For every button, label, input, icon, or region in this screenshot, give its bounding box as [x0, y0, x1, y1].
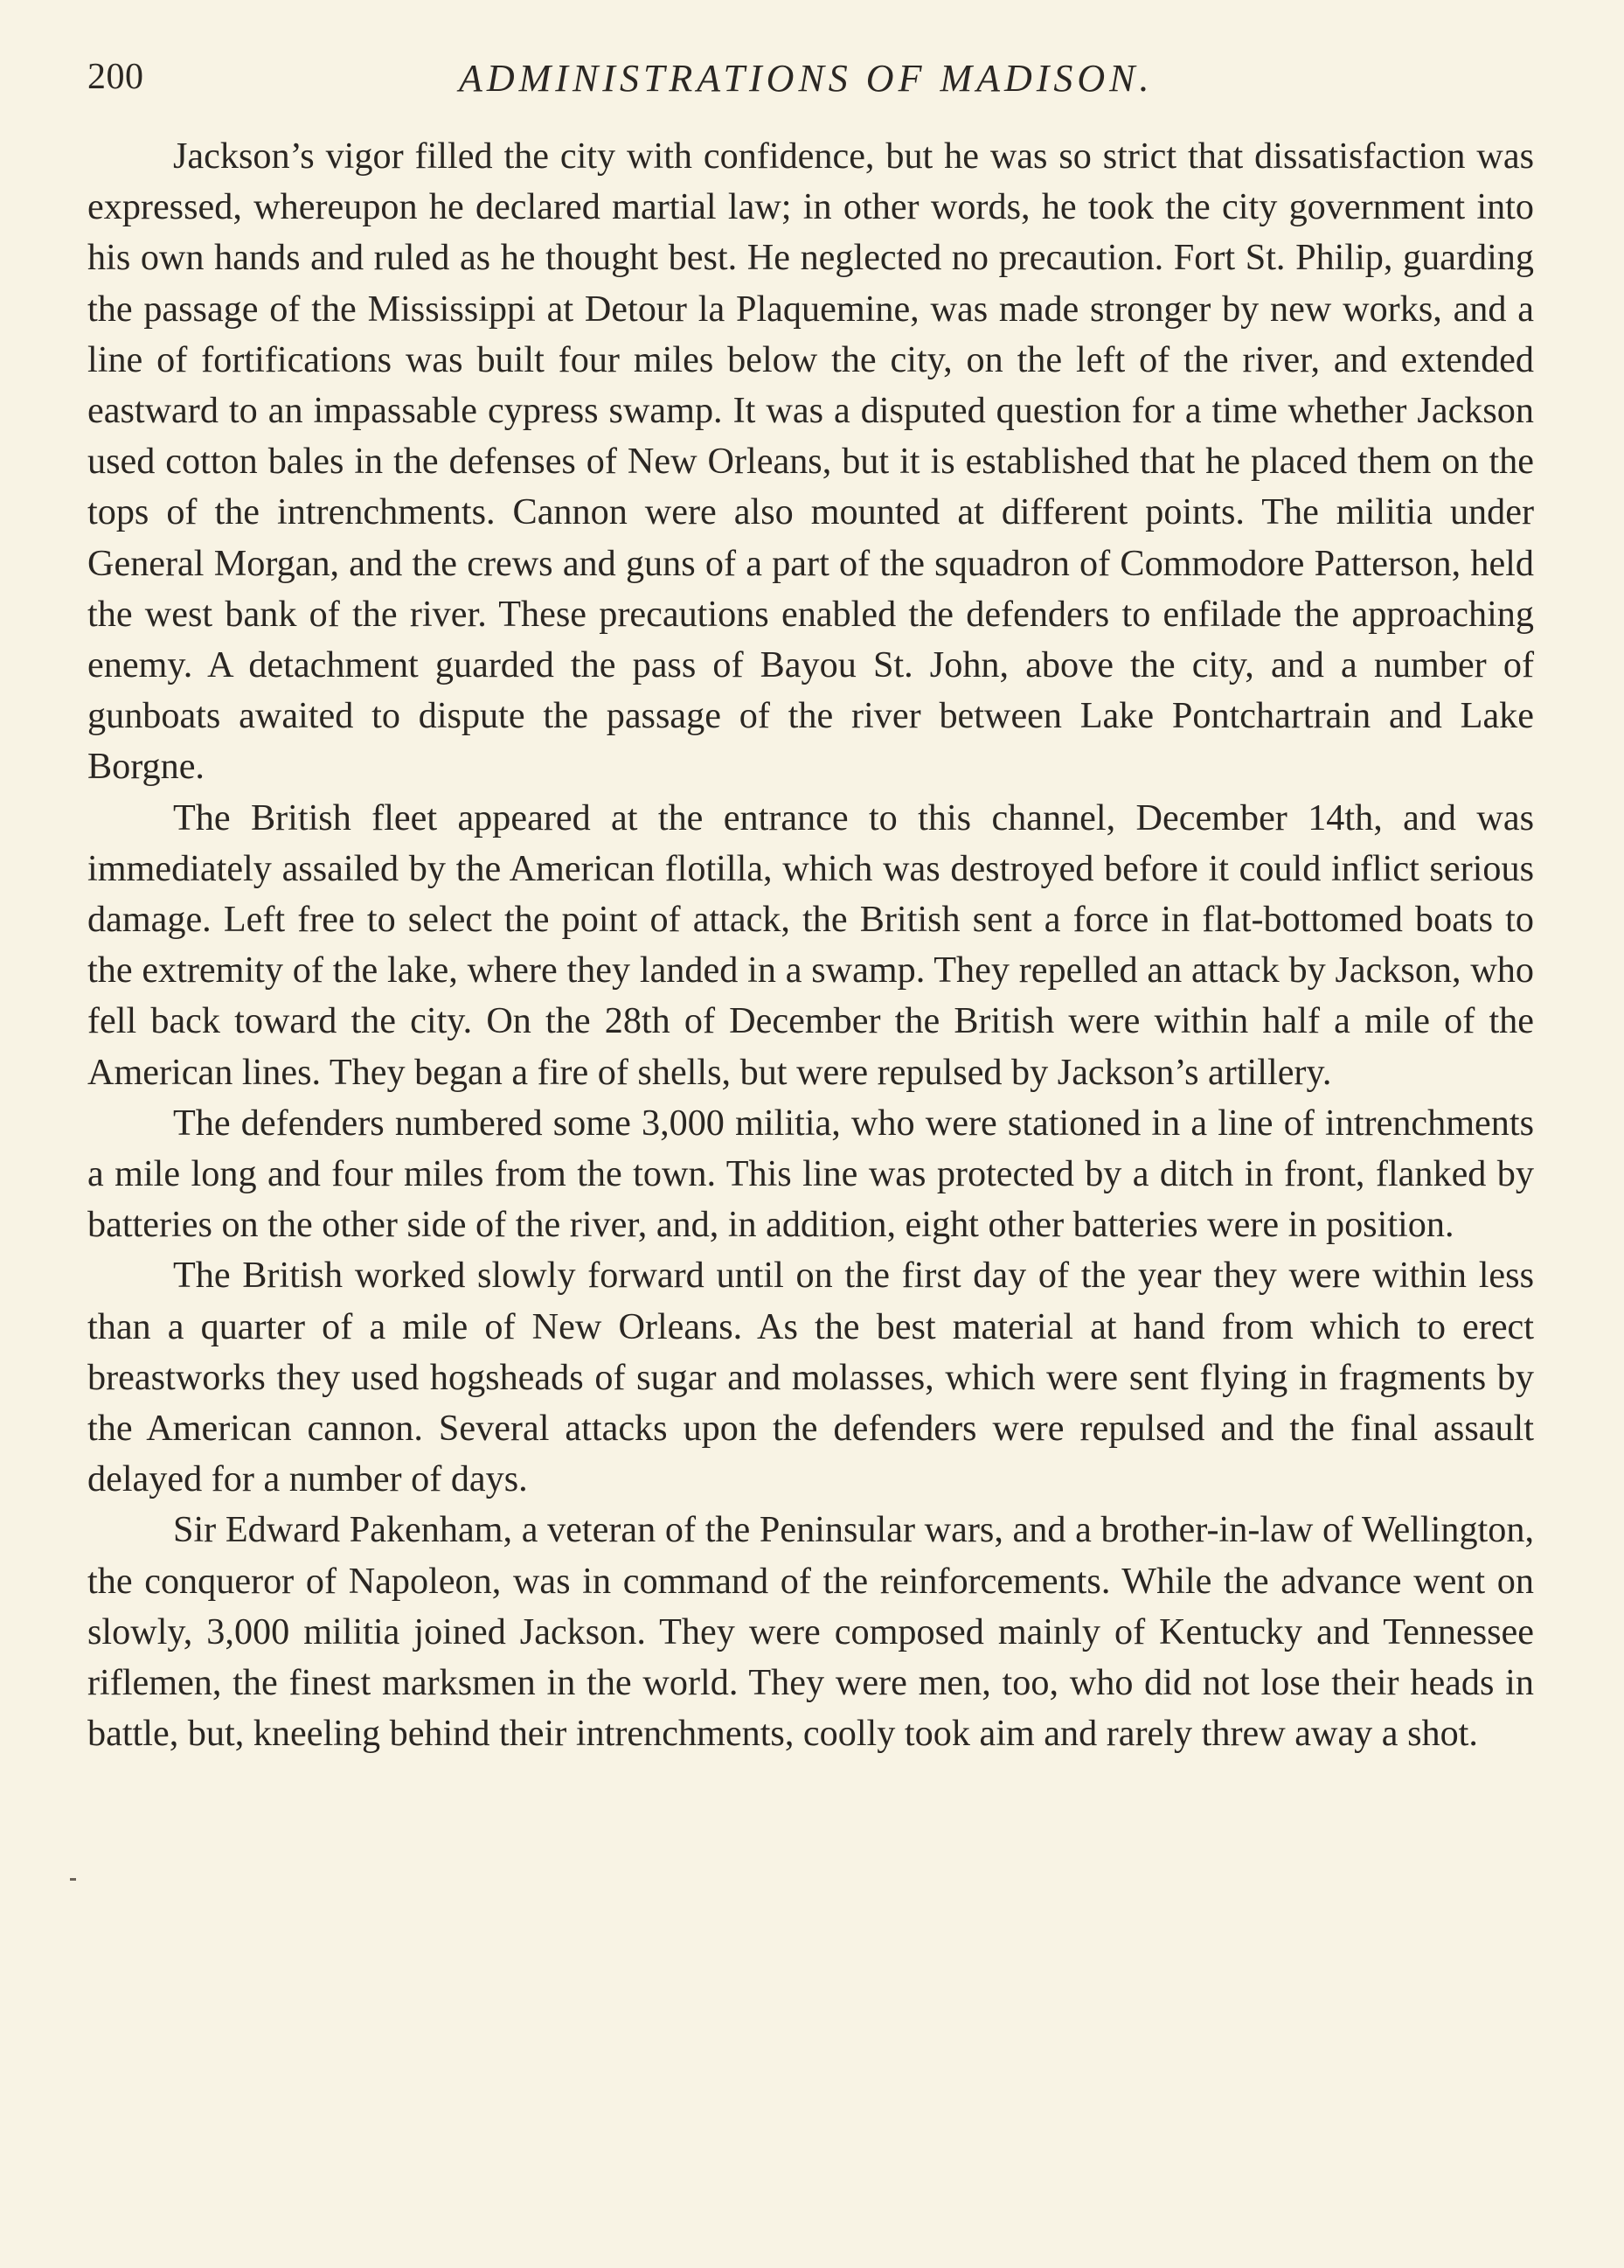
paragraph: Jackson’s vigor filled the city with confidence, but he was so strict that dissatisfaction was expressed, whereupon he declared martial law; in other words, he took the city government into his own hands and ruled as he thought best. He neglected no precaution. Fort St. Philip, guarding the passage of the Mississippi at Detour la Plaquemine, was made stronger by new works, and a line of fortifications was built four miles below the city, on the left of the river, and extended eastward to an impassable cypress swamp. It was a disputed question for a time whether Jackson used cotton bales in the defenses of New Orleans, but it is established that he placed them on the tops of the intrenchments. Cannon were also mounted at different points. The militia under General Morgan, and the crews and guns of a part of the squadron of Commodore Patterson, held the west bank of the river. These precautions enabled the defenders to enfilade the approaching enemy. A detachment guarded the pass of Bayou St. John, above the city, and a number of gunboats awaited to dispute the passage of the river between Lake Pontchartrain and Lake Borgne. — [87, 136, 1534, 788]
paragraph: The British fleet appeared at the entrance to this channel, December 14th, and was immediately assailed by the American flotilla, which was destroyed before it could inflict serious damage. Left free to select the point of attack, the British sent a force in flat-bottomed boats to the extremity of the lake, where they landed in a swamp. They repelled an attack by Jackson, who fell back toward the city. On the 28th of December the British were within half a mile of the American lines. They began a fire of shells, but were repulsed by Jackson’s artillery. — [87, 797, 1534, 1093]
page-header — [87, 51, 1530, 112]
page-number: 200 — [87, 57, 144, 97]
paragraph: The British worked slowly forward until on the first day of the year they were within less than a quarter of a mile of New Orleans. As the best material at hand from which to erect breastworks they used hogsheads of sugar and molasses, which were sent flying in fragments by the American cannon. Several attacks upon the defenders were repulsed and the final assault delayed for a number of days. — [87, 1255, 1534, 1500]
paragraph: Sir Edward Pakenham, a veteran of the Peninsular wars, and a brother-in-law of Wellington, the conqueror of Napoleon, was in command of the reinforcements. While the advance went on slowly, 3,000 militia joined Jackson. They were composed mainly of Kentucky and Tennessee riflemen, the finest marksmen in the world. They were men, too, who did not lose their heads in battle, but, kneeling behind their intrenchments, coolly took aim and rarely threw away a shot. — [87, 1509, 1534, 1755]
body-text — [87, 131, 1534, 1760]
running-head: ADMINISTRATIONS OF MADISON. — [459, 57, 1154, 100]
paragraph: The defenders numbered some 3,000 militia, who were stationed in a line of intrenchments a mile long and four miles from the town. This line was protected by a ditch in front, flanked by batteries on the other side of the river, and, in addition, eight other batteries were in position. — [87, 1102, 1534, 1246]
margin-mark — [70, 1878, 76, 1881]
